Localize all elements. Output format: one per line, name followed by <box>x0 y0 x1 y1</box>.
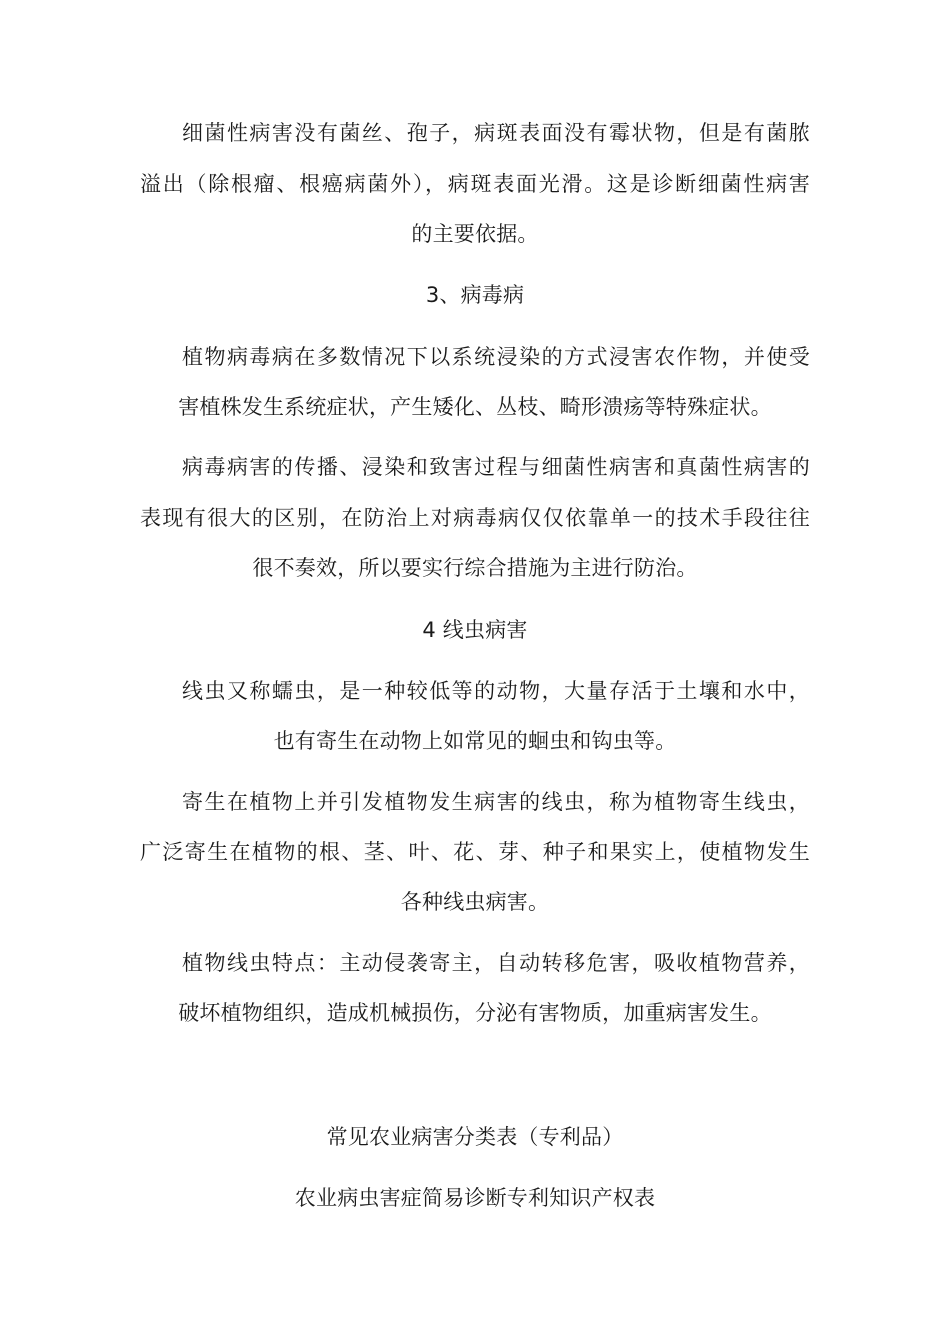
para-virus-2-line-2: 表现有很大的区别，在防治上对病毒病仅仅依靠单一的技术手段往往 <box>140 506 810 530</box>
para-bacterial-line-1: 细菌性病害没有菌丝、孢子，病斑表面没有霉状物，但是有菌脓 <box>182 121 810 145</box>
para-nematode-1-line-1: 线虫又称蠕虫，是一种较低等的动物，大量存活于土壤和水中， <box>182 679 810 703</box>
title-diagnosis-table: 农业病虫害症简易诊断专利知识产权表 <box>294 1186 656 1210</box>
heading-virus: 3、病毒病 <box>425 283 525 307</box>
para-bacterial-line-3: 的主要依据。 <box>411 222 539 246</box>
para-virus-2-line-3: 很不奏效，所以要实行综合措施为主进行防治。 <box>252 556 698 580</box>
para-virus-1-line-2: 害植株发生系统症状，产生矮化、丛枝、畸形溃疡等特殊症状。 <box>178 395 772 419</box>
para-nematode-3-line-2: 破坏植物组织，造成机械损伤，分泌有害物质，加重病害发生。 <box>178 1001 772 1025</box>
para-virus-2-line-1: 病毒病害的传播、浸染和致害过程与细菌性病害和真菌性病害的 <box>182 455 810 479</box>
para-nematode-2-line-1: 寄生在植物上并引发植物发生病害的线虫，称为植物寄生线虫， <box>182 790 810 814</box>
para-nematode-2-line-2: 广泛寄生在植物的根、茎、叶、花、芽、种子和果实上，使植物发生 <box>140 840 810 864</box>
para-nematode-2-line-3: 各种线虫病害。 <box>400 890 550 914</box>
para-nematode-1-line-2: 也有寄生在动物上如常见的蛔虫和钩虫等。 <box>273 729 677 753</box>
para-nematode-3-line-1: 植物线虫特点：主动侵袭寄主，自动转移危害，吸收植物营养， <box>182 951 810 975</box>
para-bacterial-line-2: 溢出（除根瘤、根癌病菌外），病斑表面光滑。这是诊断细菌性病害 <box>140 172 810 196</box>
heading-nematode: 4 线虫病害 <box>422 618 528 642</box>
para-virus-1-line-1: 植物病毒病在多数情况下以系统浸染的方式浸害农作物，并使受 <box>182 345 810 369</box>
title-classification-table: 常见农业病害分类表（专利品） <box>326 1125 624 1149</box>
